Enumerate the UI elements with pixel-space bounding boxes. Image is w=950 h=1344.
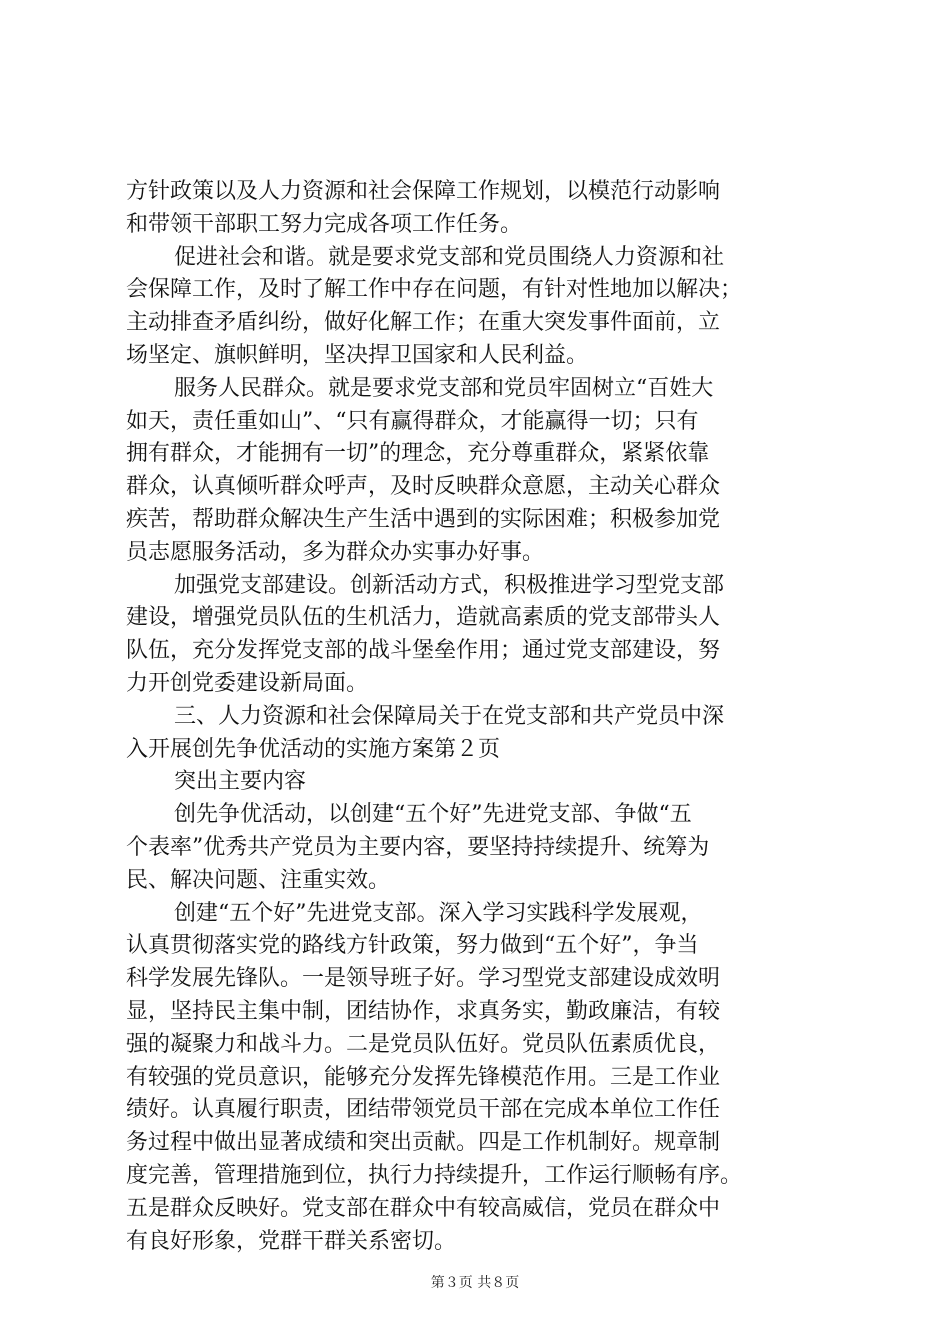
text-line: 有较强的党员意识，能够充分发挥先锋模范作用。三是工作业 — [126, 1064, 721, 1090]
text-line: 方针政策以及人力资源和社会保障工作规划，以模范行动影响 — [126, 179, 721, 204]
text-line: 力开创党委建设新局面。 — [126, 670, 369, 696]
text-line: 绩好。认真履行职责，团结带领党员干部在完成本单位工作任 — [126, 1097, 721, 1123]
text-line: 促进社会和谐。就是要求党支部和党员围绕人力资源和社 — [174, 244, 725, 270]
text-line: 服务人民群众。就是要求党支部和党员牢固树立“百姓大 — [174, 375, 714, 401]
text-line: 民、解决问题、注重实效。 — [126, 867, 391, 893]
text-line: 主动排查矛盾纠纷，做好化解工作；在重大突发事件面前，立 — [126, 310, 721, 336]
text-line: 突出主要内容 — [174, 769, 307, 795]
text-line: 务过程中做出显著成绩和突出贡献。四是工作机制好。规章制 — [126, 1130, 721, 1156]
text-line: 度完善，管理措施到位，执行力持续提升，工作运行顺畅有序。 — [126, 1162, 743, 1188]
text-line: 员志愿服务活动，多为群众办实事办好事。 — [126, 539, 545, 565]
text-line: 显，坚持民主集中制，团结协作，求真务实，勤政廉洁，有较 — [126, 998, 721, 1024]
text-line: 三、人力资源和社会保障局关于在党支部和共产党员中深 — [174, 703, 725, 729]
text-line: 认真贯彻落实党的路线方针政策，努力做到“五个好”，争当 — [126, 933, 699, 959]
text-line: 强的凝聚力和战斗力。二是党员队伍好。党员队伍素质优良， — [126, 1031, 721, 1057]
text-line: 创建“五个好”先进党支部。深入学习实践科学发展观， — [174, 900, 703, 926]
text-line: 加强党支部建设。创新活动方式，积极推进学习型党支部 — [174, 572, 725, 598]
text-line: 场坚定、旗帜鲜明，坚决捍卫国家和人民利益。 — [126, 342, 589, 368]
text-line: 有良好形象，党群干群关系密切。 — [126, 1228, 457, 1254]
page-footer: 第３页 共８页 — [430, 1275, 520, 1291]
text-line: 创先争优活动，以创建“五个好”先进党支部、争做“五 — [174, 802, 692, 828]
text-line: 会保障工作，及时了解工作中存在问题，有针对性地加以解决； — [126, 277, 743, 303]
text-line: 个表率”优秀共产党员为主要内容，要坚持持续提升、统筹为 — [126, 834, 710, 860]
text-line: 群众，认真倾听群众呼声，及时反映群众意愿，主动关心群众 — [126, 474, 721, 500]
text-line: 五是群众反映好。党支部在群众中有较高威信，党员在群众中 — [126, 1195, 721, 1221]
text-line: 队伍，充分发挥党支部的战斗堡垒作用；通过党支部建设，努 — [126, 638, 721, 664]
text-line: 拥有群众，才能拥有一切”的理念，充分尊重群众，紧紧依靠 — [126, 441, 710, 467]
text-line: 如天，责任重如山”、“只有赢得群众，才能赢得一切；只有 — [126, 408, 699, 434]
text-line: 和带领干部职工努力完成各项工作任务。 — [126, 211, 523, 237]
text-line: 疾苦，帮助群众解决生产生活中遇到的实际困难；积极参加党 — [126, 506, 721, 532]
text-line: 科学发展先锋队。一是领导班子好。学习型党支部建设成效明 — [126, 966, 721, 992]
text-line: 建设，增强党员队伍的生机活力，造就高素质的党支部带头人 — [126, 605, 721, 631]
document-body — [126, 176, 846, 1258]
text-line: 入开展创先争优活动的实施方案第２页 — [126, 736, 501, 762]
